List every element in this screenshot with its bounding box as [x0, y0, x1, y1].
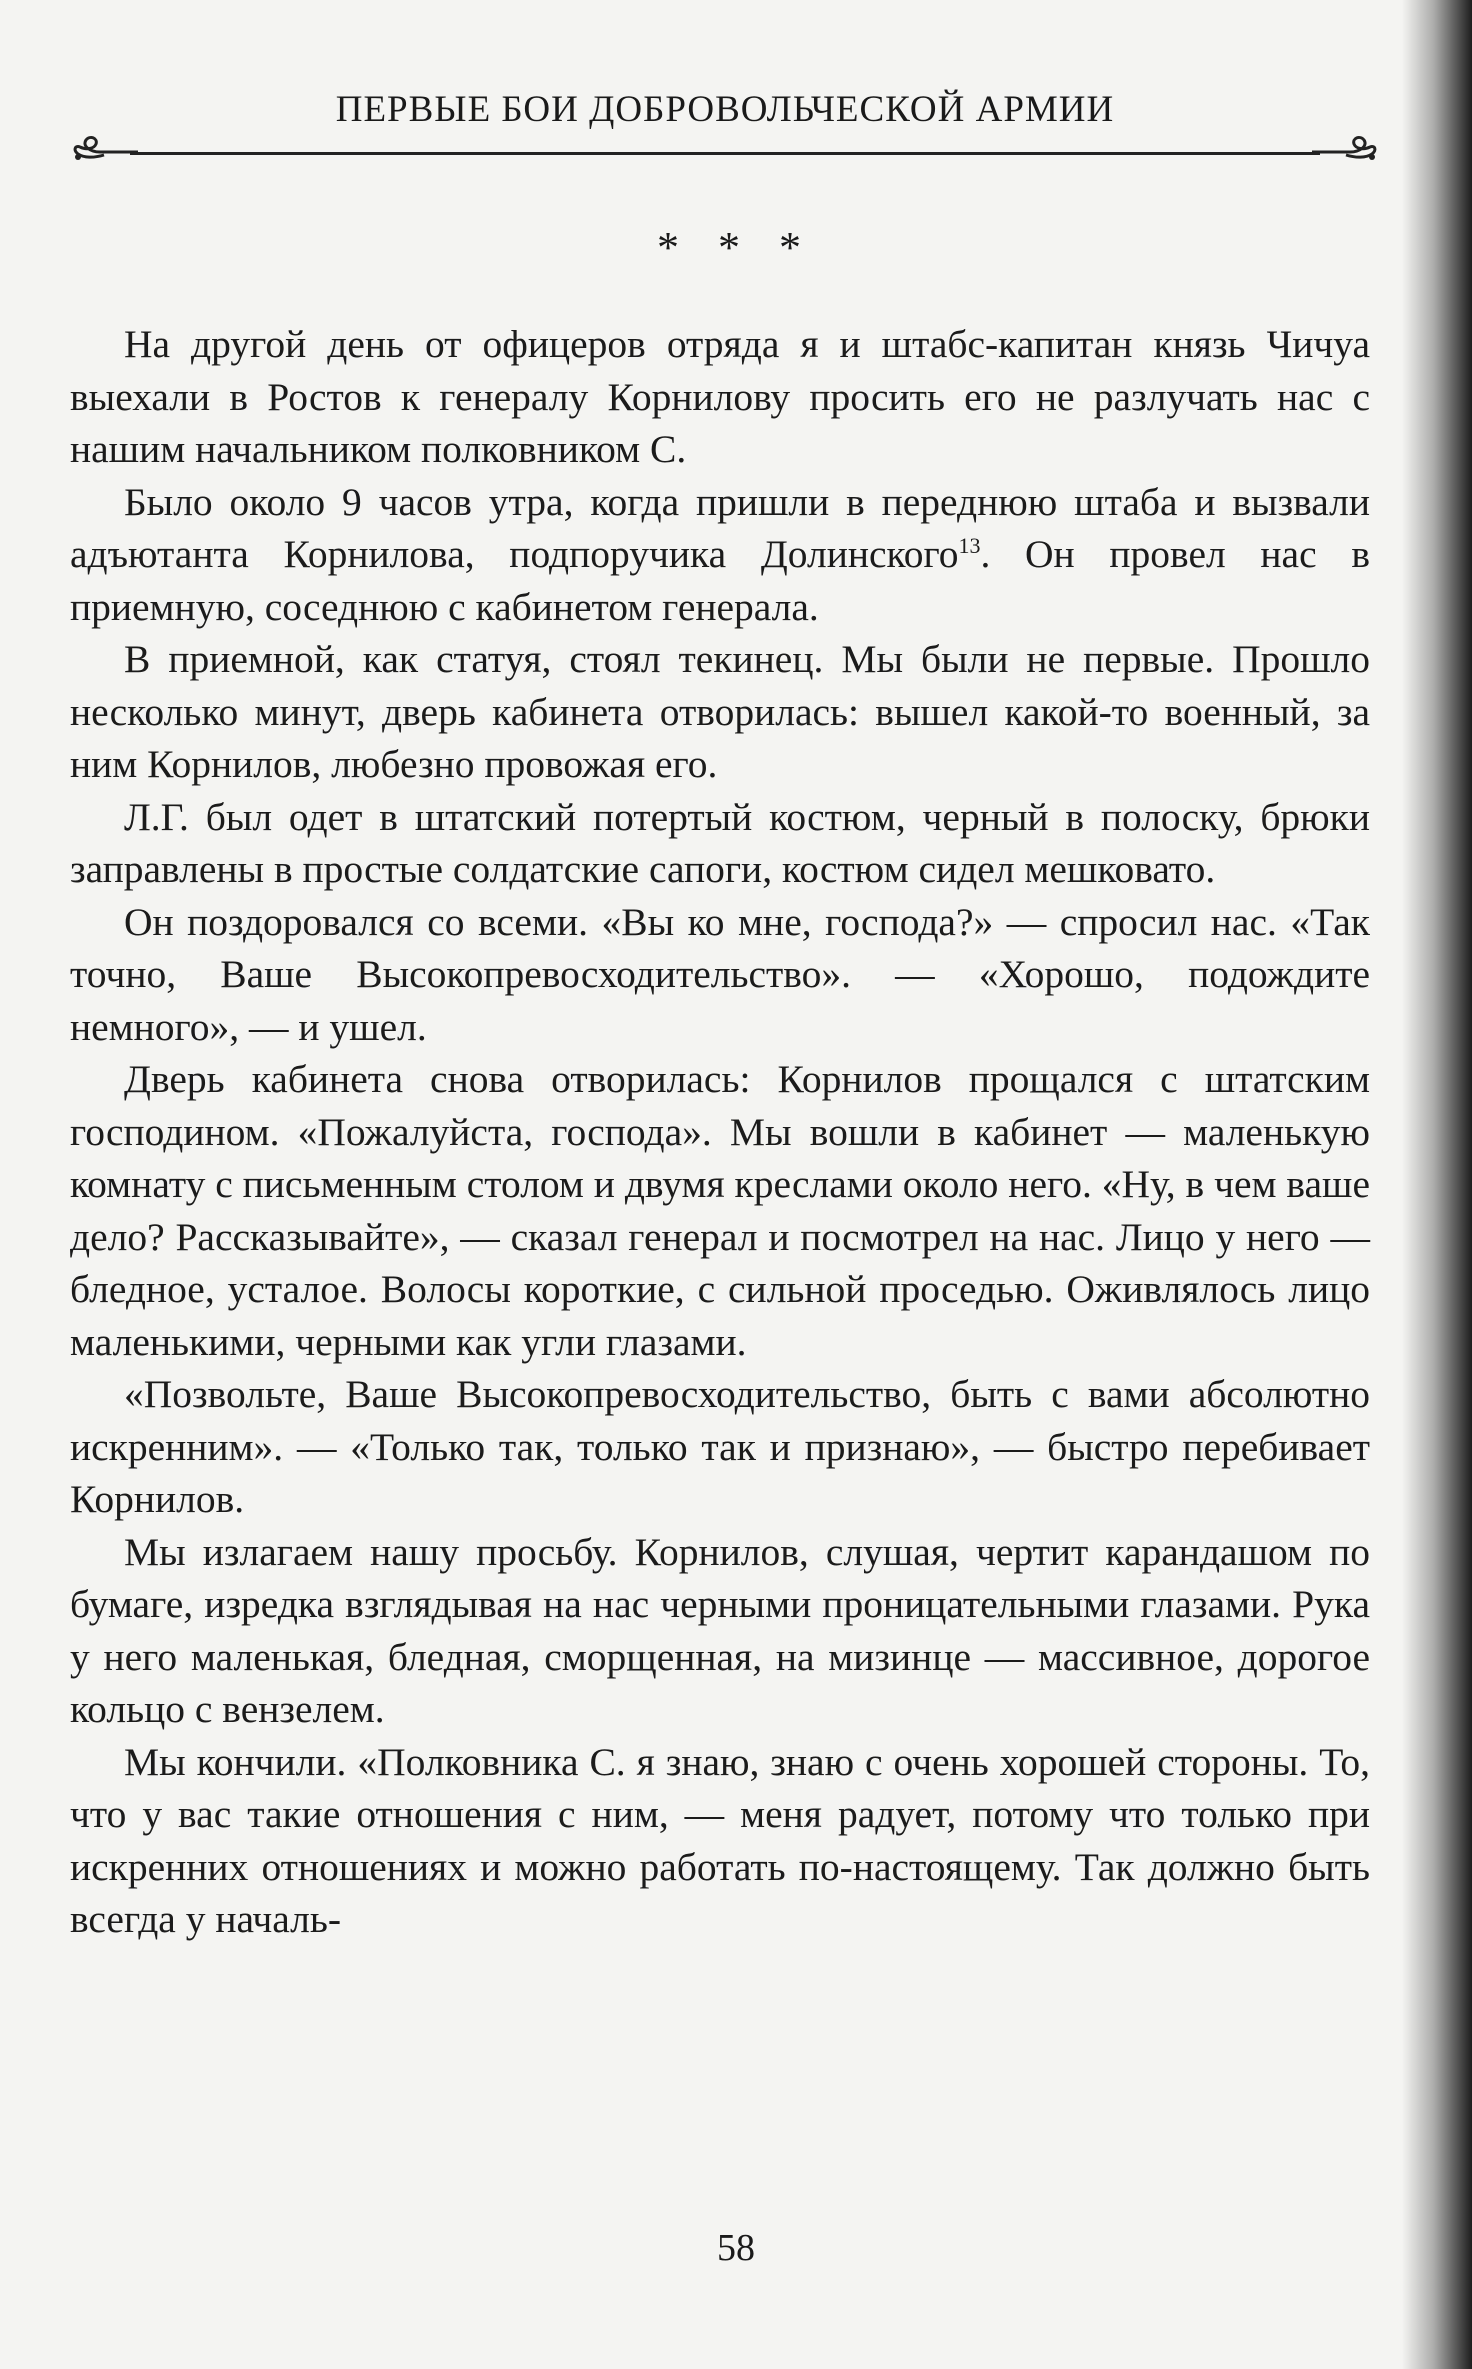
paragraph-9: Мы кончили. «Полковника С. я знаю, знаю с очень хорошей стороны. То, что у вас такие отношения с ним, — меня радует, потому что только при искренних отношениях и можно работать по-настоящему. Так должно быть всегда у началь- [70, 1739, 1370, 1941]
running-head-title: ПЕРВЫЕ БОИ ДОБРОВОЛЬЧЕСКОЙ АРМИИ [335, 89, 1115, 130]
header-rule [130, 152, 1320, 155]
paragraph-1: На другой день от офицеров отряда я и штабс-капитан князь Чичуа выехали в Ростов к генералу Корнилову просить его не разлучать нас с нашим начальником полковником С. [70, 322, 1370, 471]
paragraph-5: Он поздоровался со всеми. «Вы ко мне, господа?» — спросил нас. «Так точно, Ваше Высокопревосходительство». — «Хорошо, подождите немного», — и ушел. [70, 899, 1370, 1049]
body-text [70, 318, 1370, 1946]
paragraph-4: Л.Г. был одет в штатский потертый костюм, черный в полоску, брюки заправлены в простые солдатские сапоги, костюм сидел мешковато. [70, 794, 1370, 891]
paragraph-7: «Позвольте, Ваше Высокопревосходительство, быть с вами абсолютно искренним». — «Только так, только так и признаю», — быстро перебивает Корнилов. [70, 1372, 1370, 1521]
paragraph-2-text: Было около 9 часов утра, когда пришли в переднюю штаба и вызвали адъютанта Корнилова, подпоручика Долинского [70, 479, 1370, 576]
paragraph-2-text-cont: . Он провел нас в приемную, соседнюю с кабинетом генерала. [70, 532, 1370, 629]
paragraph-6: Дверь кабинета снова отворилась: Корнилов прощался с штатским господином. «Пожалуйста, господа». Мы вошли в кабинет — маленькую комнату с письменным столом и двумя креслами около него. «Ну, в чем ваше дело? Рассказывайте», — сказал генерал и посмотрел на нас. Лицо у него — бледное, усталое. Волосы короткие, с сильной проседью. Оживлялось лицо маленькими, черными как угли глазами. [70, 1057, 1370, 1364]
paragraph-2 [70, 476, 1370, 634]
page-edge-shadow [1402, 0, 1472, 2369]
left-flourish-ornament [70, 130, 140, 170]
paragraph-8: Мы излагаем нашу просьбу. Корнилов, слушая, чертит карандашом по бумаге, изредка взглядывая на нас черными проницательными глазами. Рука у него маленькая, бледная, сморщенная, на мизинце — массивное, дорогое кольцо с вензелем. [70, 1529, 1370, 1731]
running-head [70, 88, 1380, 178]
paragraph-3: В приемной, как статуя, стоял текинец. Мы были не первые. Прошло несколько минут, дверь кабинета отворилась: вышел какой-то военный, за ним Корнилов, любезно провожая его. [70, 637, 1370, 786]
page-number: 58 [717, 2227, 755, 2269]
right-flourish-ornament [1310, 130, 1380, 170]
footnote-marker: 13 [958, 532, 981, 558]
section-break-asterisks: * * * [657, 223, 815, 272]
